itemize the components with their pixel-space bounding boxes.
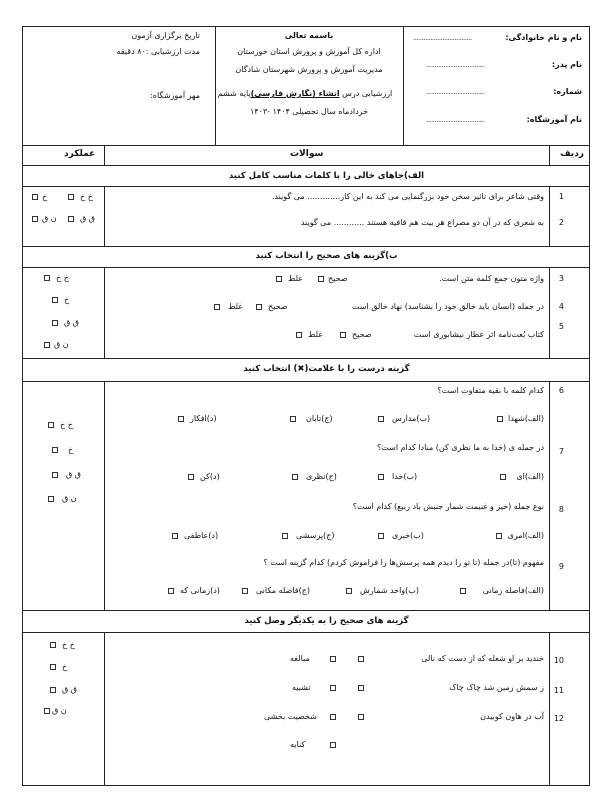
grade-b-khkh: خ خ: [56, 273, 69, 282]
q5-correct-label: صحیح: [352, 330, 372, 339]
q9-opt-b-checkbox[interactable]: [346, 588, 352, 594]
grade-d-khkh: خ خ: [62, 640, 75, 649]
q8-opt-a-checkbox[interactable]: [496, 533, 502, 539]
number-label: شماره:: [553, 87, 582, 96]
q12-text: آب در هاون کوبیدن: [480, 712, 544, 721]
header-line-1: اداره کل آموزش و پرورش استان خوزستان: [237, 47, 381, 56]
grade-b-qq-checkbox[interactable]: [52, 320, 58, 326]
grade-d-nq: ن ق: [52, 706, 67, 715]
exam-grade: پایه ششم: [217, 89, 251, 98]
grade-d-qq-checkbox[interactable]: [50, 687, 56, 693]
q4-wrong-checkbox[interactable]: [214, 304, 220, 310]
grade-d-khkh-checkbox[interactable]: [50, 642, 56, 648]
father-field[interactable]: ..................................: [426, 61, 485, 69]
q6-opt-b: (ب)مدارس: [392, 414, 431, 423]
q5-text: کتاب بُعت‌نامه اثر عطار نیشابوری است: [413, 330, 544, 339]
grade-a-kh: خ: [42, 192, 48, 201]
besmeh: باسمه تعالی: [284, 31, 334, 40]
q6-number: 6: [558, 386, 564, 395]
answer-2: تشبیه: [292, 683, 311, 692]
q5-wrong-label: غلط: [308, 330, 323, 339]
grade-c-khkh: خ خ: [60, 420, 73, 429]
answer-1: مبالغه: [290, 654, 310, 663]
exam-title: [207, 89, 403, 98]
grade-a-khkh-checkbox[interactable]: [68, 194, 74, 200]
q7-opt-a: (الف)ای: [516, 472, 544, 481]
grade-b-nq-checkbox[interactable]: [44, 342, 50, 348]
section-b-title: ب)گزینه های صحیح را انتخاب کنید: [255, 251, 398, 261]
q8-number: 8: [558, 505, 564, 514]
q11-checkbox[interactable]: [358, 685, 364, 691]
answer-3: شخصیت بخشی: [264, 712, 317, 721]
q9-opt-c-checkbox[interactable]: [242, 588, 248, 594]
duration-label: مدت ارزشیابی :۸۰ دقیقه: [116, 47, 200, 56]
q3-correct-label: صحیح: [328, 274, 348, 283]
q8-opt-c-checkbox[interactable]: [282, 533, 288, 539]
q11-text: ز سمش زمین شد چاک چاک: [449, 683, 544, 692]
q9-opt-a-checkbox[interactable]: [460, 588, 466, 594]
q8-opt-d: (د)عاطفی: [184, 531, 219, 540]
q7-number: 7: [558, 447, 564, 456]
grade-b-khkh-checkbox[interactable]: [44, 275, 50, 281]
grade-b-qq: ق ق: [64, 318, 79, 327]
q6-opt-a-checkbox[interactable]: [497, 416, 503, 422]
grade-d-qq: ق ق: [62, 685, 77, 694]
section-d-title: گزینه های صحیح را به یکدیگر وصل کنید: [244, 616, 409, 626]
grade-a-khkh: خ خ: [80, 192, 93, 201]
stamp-label: مهر آموزشگاه:: [150, 91, 200, 100]
col-performance-header: عملکرد: [64, 149, 96, 159]
q4-wrong-label: غلط: [228, 302, 243, 311]
q4-text: در جمله (انسان باید خالق خود را بشناسد) نهاد خالق است: [351, 302, 544, 311]
q10-text: خندید بر او شعله که از دست که نالی: [421, 654, 544, 663]
col-sep-row: [549, 145, 550, 786]
exam-date: خردادماه سال تحصیلی ۱۴۰۴ -۱۴۰۳: [249, 107, 369, 116]
col-sep-perf: [104, 145, 105, 786]
q9-opt-c: (ج)فاصله مکانی: [256, 586, 310, 595]
q4-correct-checkbox[interactable]: [256, 304, 262, 310]
q6-opt-a: (الف)شهدا: [508, 414, 544, 423]
answer-3-checkbox[interactable]: [330, 714, 336, 720]
header-divider-left: [215, 26, 216, 145]
section-c-title: گزینه درست را با علامت(✖) انتخاب کنید: [243, 364, 410, 374]
answer-4-checkbox[interactable]: [330, 742, 336, 748]
q12-checkbox[interactable]: [358, 714, 364, 720]
date-label: تاریخ برگزاری آزمون: [131, 31, 200, 40]
q2-text: به شعری که در آن دو مصراع هر بیت هم قافیه هستند ............ می گویند: [300, 218, 544, 227]
sec-a-line: [22, 186, 590, 187]
q5-wrong-checkbox[interactable]: [296, 332, 302, 338]
header-divider-right: [403, 26, 404, 145]
q9-opt-d-checkbox[interactable]: [168, 588, 174, 594]
grade-d-kh: خ: [62, 662, 68, 671]
grade-a-kh-checkbox[interactable]: [32, 194, 38, 200]
exam-frame: [22, 26, 590, 786]
sec-c-line: [22, 381, 590, 382]
q5-correct-checkbox[interactable]: [340, 332, 346, 338]
q6-opt-c: (ج)تابان: [306, 414, 333, 423]
grade-a-nq-checkbox[interactable]: [32, 216, 38, 222]
q1-number: 1: [558, 192, 564, 201]
grade-c-khkh-checkbox[interactable]: [48, 422, 54, 428]
q9-opt-d: (د)زمانی که: [180, 586, 220, 595]
school-label: نام آموزشگاه:: [526, 115, 582, 124]
answer-2-checkbox[interactable]: [330, 685, 336, 691]
q7-opt-b-checkbox[interactable]: [378, 474, 384, 480]
q8-opt-d-checkbox[interactable]: [172, 533, 178, 539]
father-label: نام پدر:: [551, 60, 582, 69]
section-a-title: الف)جاهای خالی را با کلمات مناسب کامل کنید: [228, 171, 425, 181]
answer-4: کنایه: [290, 740, 306, 749]
col-questions-header: سوالات: [290, 149, 324, 159]
sec-b-line: [22, 267, 590, 268]
q10-number: 10: [553, 656, 564, 665]
q6-opt-d-checkbox[interactable]: [178, 416, 184, 422]
name-label: نام و نام خانوادگی:: [505, 33, 582, 42]
grade-c-qq-checkbox[interactable]: [52, 472, 58, 478]
q8-opt-c: (ج)پرسشی: [296, 531, 335, 540]
col-row-header: ردیف: [560, 149, 584, 159]
name-field[interactable]: ..................................: [413, 34, 472, 42]
q10-checkbox[interactable]: [358, 656, 364, 662]
sec-d-line: [22, 632, 590, 633]
grade-b-kh-checkbox[interactable]: [52, 297, 58, 303]
exam-prefix: ارزشیابی درس: [342, 89, 393, 98]
grade-c-kh-checkbox[interactable]: [52, 447, 58, 453]
q9-opt-b: (ب)واحد شمارش: [360, 586, 419, 595]
q9-number: 9: [558, 562, 564, 571]
q6-opt-c-checkbox[interactable]: [290, 416, 296, 422]
q8-opt-b: (ب)خبری: [392, 531, 424, 540]
q7-text: در جمله ی (خدا به ما نظری کن) منادا کدام است؟: [377, 443, 544, 452]
grade-c-nq-checkbox[interactable]: [48, 496, 54, 502]
q9-text: مفهوم (تا)در جمله (تا تو را دیدم همه پرسش‌ها را فراموش کردم) کدام گزینه است ؟: [263, 558, 544, 567]
q7-opt-c-checkbox[interactable]: [292, 474, 298, 480]
q7-opt-d-checkbox[interactable]: [188, 474, 194, 480]
q3-wrong-label: غلط: [288, 274, 303, 283]
grade-c-kh: خ: [68, 445, 74, 454]
q6-opt-d: (د)افکار: [190, 414, 217, 423]
answer-1-checkbox[interactable]: [330, 656, 336, 662]
grade-b-nq: ن ق: [54, 340, 69, 349]
q8-opt-b-checkbox[interactable]: [378, 533, 384, 539]
q8-text: نوع جمله (خیز و غنیمت شمار جنبش باد ربیع) کدام است؟: [352, 502, 544, 511]
number-field[interactable]: ..................................: [426, 88, 485, 96]
q11-number: 11: [553, 686, 564, 695]
q2-number: 2: [558, 218, 564, 227]
q7-opt-b: (ب)خدا: [392, 472, 418, 481]
grade-a-qq-checkbox[interactable]: [68, 216, 74, 222]
q1-text: وقتی شاعر برای تاثیر سخن خود بزرگنمایی می کند به این کار............. می گویند.: [271, 192, 544, 201]
q3-wrong-checkbox[interactable]: [276, 276, 282, 282]
grade-a-qq: ق ق: [80, 214, 95, 223]
q3-text: واژه متون جمع کلمه متن است.: [439, 274, 544, 283]
q4-correct-label: صحیح: [268, 302, 288, 311]
school-field[interactable]: ..................................: [426, 116, 485, 124]
q6-text: کدام کلمه با بقیه متفاوت است؟: [437, 386, 544, 395]
grade-d-kh-checkbox[interactable]: [50, 664, 56, 670]
q5-number: 5: [558, 322, 564, 331]
grade-c-qq: ق ق: [66, 470, 81, 479]
q3-correct-checkbox[interactable]: [318, 276, 324, 282]
grade-b-kh: خ: [64, 295, 70, 304]
q12-number: 12: [553, 714, 564, 723]
q7-opt-a-checkbox[interactable]: [500, 474, 506, 480]
grade-d-nq-checkbox[interactable]: [44, 708, 50, 714]
header-line-2: مدیریت آموزش و پرورش شهرستان شادگان: [235, 65, 383, 74]
q8-opt-a: (الف)امری: [507, 531, 544, 540]
q4-number: 4: [558, 302, 564, 311]
header-bottom-line: [22, 145, 590, 146]
grade-c-nq: ن ق: [62, 494, 77, 503]
grade-a-nq: ن ق: [42, 214, 57, 223]
q6-opt-b-checkbox[interactable]: [378, 416, 384, 422]
q9-opt-a: (الف)فاصله زمانی: [482, 586, 544, 595]
q7-opt-d: (د)کن: [200, 472, 220, 481]
q7-opt-c: (ج)نظری: [306, 472, 337, 481]
exam-subject: انشاء (نگارش فارسی): [250, 89, 340, 98]
q3-number: 3: [558, 274, 564, 283]
